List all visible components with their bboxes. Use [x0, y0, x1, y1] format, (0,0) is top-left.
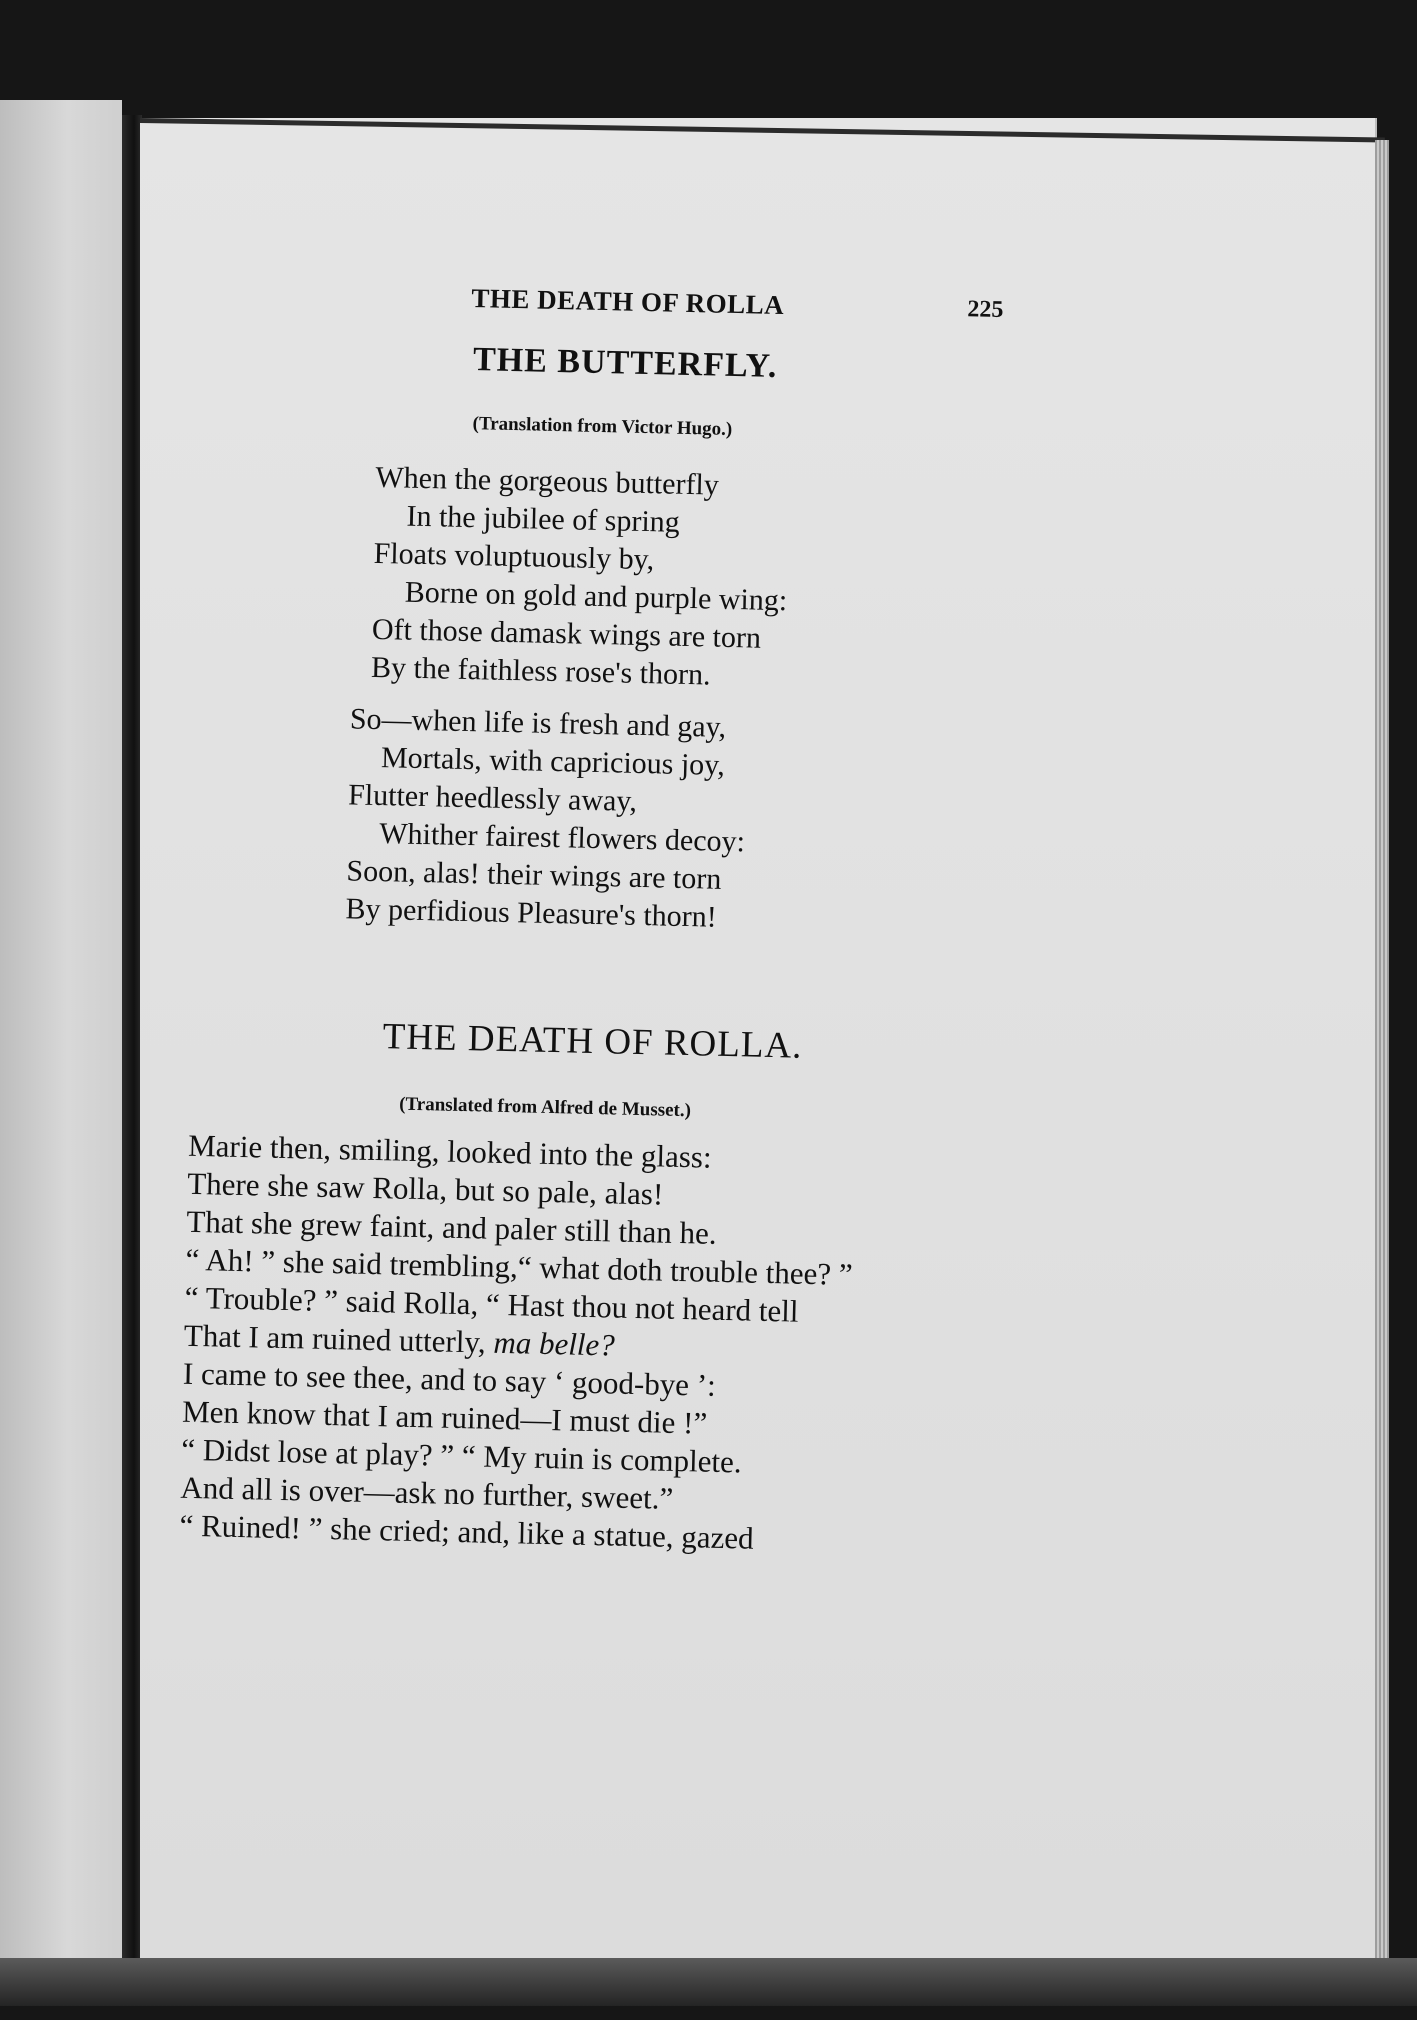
poem-line: Marie then, smiling, looked into the glass: [187, 1127, 712, 1175]
poem-line: By perfidious Pleasure's thorn! [345, 892, 718, 934]
poem-line-text: That I am ruined utterly, [183, 1317, 487, 1360]
poem-line: I came to see thee, and to say ‘ good-bye ’: [182, 1355, 717, 1403]
poem-line: In the jubilee of spring [406, 499, 681, 539]
poem-line: That she grew faint, and paler still than he. [186, 1203, 718, 1251]
poem-line: By the faithless rose's thorn. [370, 650, 711, 692]
poem-line: “ Ruined! ” she cried; and, like a statue, gazed [179, 1507, 754, 1556]
poem-line: Oft those damask wings are torn [371, 612, 762, 655]
butterfly-title: THE BUTTERFLY. [472, 341, 778, 385]
poem-line: Borne on gold and purple wing: [404, 575, 788, 618]
poem-line: Whither fairest flowers decoy: [378, 817, 746, 859]
poem-line: When the gorgeous butterfly [375, 460, 720, 502]
rolla-subtitle: (Translated from Alfred de Musset.) [398, 1093, 692, 1122]
poem-line: There she saw Rolla, but so pale, alas! [186, 1165, 664, 1212]
poem-line: And all is over—ask no further, sweet.” [180, 1469, 674, 1516]
poem-line: Men know that I am ruined—I must die !” [181, 1393, 708, 1441]
butterfly-subtitle: (Translation from Victor Hugo.) [472, 413, 733, 440]
poem-line: “ Trouble? ” said Rolla, “ Hast thou not heard tell [184, 1279, 799, 1329]
rolla-poem [179, 1127, 855, 1560]
poem-line: Mortals, with capricious joy, [380, 741, 726, 782]
butterfly-stanza-2 [345, 700, 748, 937]
poem-line: Flutter heedlessly away, [347, 778, 638, 818]
page-number: 225 [967, 296, 1004, 324]
poem-line: “ Ah! ” she said trembling,“ what doth trouble thee? ” [185, 1241, 854, 1292]
running-head: THE DEATH OF ROLLA [471, 283, 785, 321]
poem-line: “ Didst lose at play? ” “ My ruin is complete. [180, 1431, 743, 1480]
poem-line: Soon, alas! their wings are torn [346, 854, 722, 896]
poem-line: So—when life is fresh and gay, [349, 702, 727, 744]
poem-line: Floats voluptuously by, [373, 536, 655, 577]
rolla-title: THE DEATH OF ROLLA. [382, 1016, 803, 1067]
italic-phrase: ma belle? [493, 1324, 616, 1363]
butterfly-stanza-1 [371, 459, 791, 696]
